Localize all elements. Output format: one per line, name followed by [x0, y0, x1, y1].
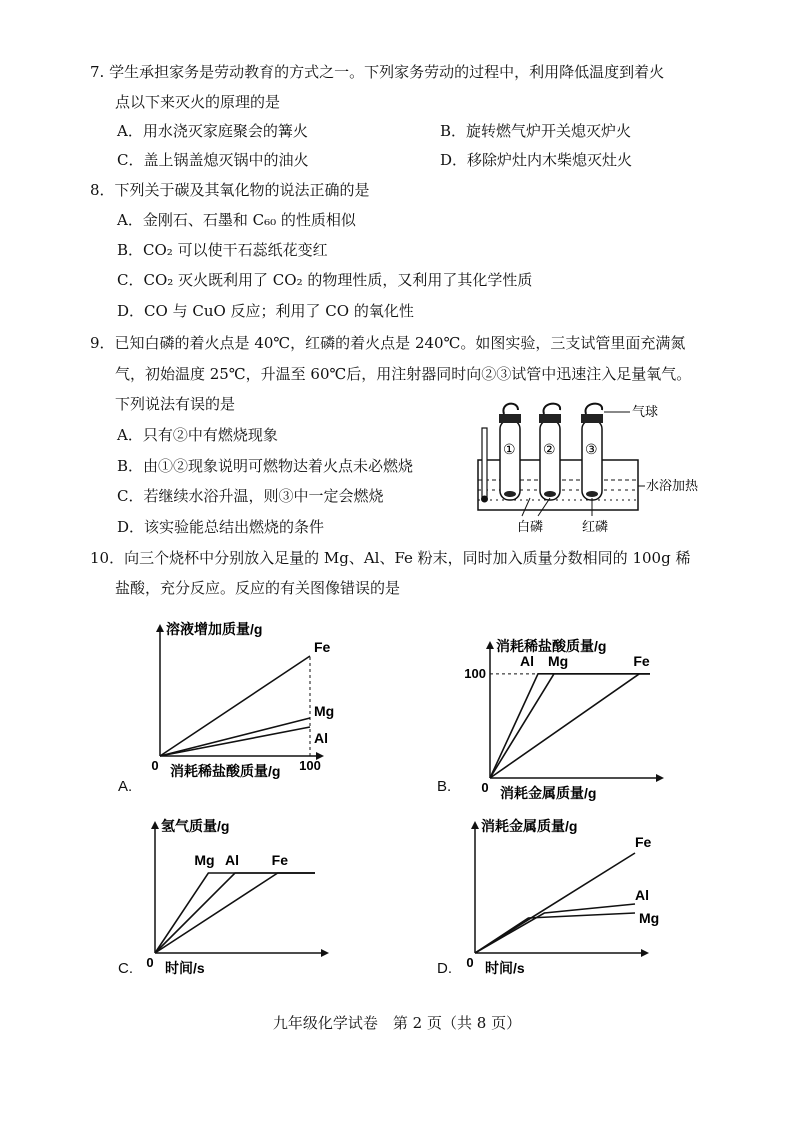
origin-label: 0 [151, 758, 159, 773]
balloon-label: 气球 [632, 404, 659, 419]
q8-option-c: C．CO₂ 灭火既利用了 CO₂ 的物理性质，又利用了其化学性质 [117, 271, 533, 289]
x-tick-label: 100 [299, 758, 321, 773]
series-label-al: Al [314, 730, 328, 746]
q8-option-a: A．金刚石、石墨和 C₆₀ 的性质相似 [117, 211, 356, 229]
tube-label-3: ③ [585, 441, 598, 457]
white-phosphorus-sample-1 [504, 491, 516, 497]
series-line-mg [155, 873, 315, 953]
red-phosphorus-sample [586, 491, 598, 497]
x-axis-arrow [321, 949, 329, 957]
y-axis-arrow [156, 624, 164, 632]
q8-option-b: B．CO₂ 可以使干石蕊纸花变红 [117, 241, 328, 259]
q9-option-d: D．该实验能总结出燃烧的条件 [117, 518, 325, 536]
x-axis-arrow [656, 774, 664, 782]
series-line-al [490, 674, 650, 778]
series-label-al: Al [225, 852, 239, 868]
page-footer: 九年级化学试卷 第 2 页（共 8 页） [272, 1014, 522, 1032]
series-label-fe: Fe [314, 639, 331, 655]
x-axis-label: 时间/s [165, 960, 205, 975]
q10-option-b-letter: B. [437, 778, 452, 795]
q7-stem-line2: 点以下来灭火的原理的是 [115, 93, 281, 111]
series-line-al [155, 873, 315, 953]
tube-label-2: ② [543, 441, 556, 457]
y-axis-label: 消耗稀盐酸质量/g [496, 638, 607, 654]
x-axis-label: 消耗稀盐酸质量/g [170, 763, 281, 779]
q9-option-b: B．由①②现象说明可燃物达着火点未必燃烧 [117, 457, 414, 475]
series-line-al [475, 904, 635, 953]
series-label-al: Al [520, 652, 534, 669]
q9-stem-line3: 下列说法有误的是 [115, 395, 236, 413]
q9-stem-line2: 气，初始温度 25℃，升温至 60℃后，用注射器同时向②③试管中迅速注入足量氧气。 [115, 365, 692, 383]
chart-c [140, 805, 340, 975]
series-label-mg: Mg [548, 652, 569, 669]
x-axis-arrow [641, 949, 649, 957]
origin-label: 0 [481, 780, 489, 795]
red-phosphorus-label: 红磷 [582, 519, 609, 534]
y-axis-arrow [486, 641, 494, 649]
q7-option-d: D．移除炉灶内木柴熄灭灶火 [440, 151, 633, 169]
series-line-mg [475, 913, 635, 953]
q10-option-d-letter: D. [437, 960, 452, 977]
q10-stem-line1: 10．向三个烧杯中分别放入足量的 Mg、Al、Fe 粉末，同时加入质量分数相同的 100g 稀 [90, 549, 691, 567]
y-axis-label: 氢气质量/g [161, 818, 230, 834]
series-label-fe: Fe [271, 852, 289, 868]
thermometer-icon [481, 428, 488, 503]
series-line-fe [155, 873, 315, 953]
chart-b [455, 618, 665, 808]
series-label-mg: Mg [314, 703, 335, 719]
white-phosphorus-sample-2 [544, 491, 556, 497]
series-line-mg [160, 718, 310, 756]
q8-option-d: D．CO 与 CuO 反应；利用了 CO 的氧化性 [117, 302, 414, 320]
q8-stem: 8．下列关于碳及其氧化物的说法正确的是 [90, 181, 370, 199]
series-label-fe: Fe [635, 834, 652, 850]
y-axis-label: 溶液增加质量/g [166, 621, 263, 637]
q7-option-c: C．盖上锅盖熄灭锅中的油火 [117, 151, 309, 169]
q7-stem-line1: 7. 学生承担家务是劳动教育的方式之一。下列家务劳动的过程中，利用降低温度到着火 [90, 63, 665, 81]
white-phosphorus-label: 白磷 [517, 519, 544, 534]
chart-d [455, 805, 665, 975]
tube-label-1: ① [503, 441, 516, 457]
water-bath-label: 水浴加热 [646, 478, 699, 493]
x-axis-label: 时间/s [485, 960, 525, 975]
q7-option-a: A．用水浇灭家庭聚会的篝火 [117, 122, 308, 140]
chart-a [140, 608, 340, 798]
origin-label: 0 [466, 955, 474, 970]
origin-label: 0 [146, 955, 154, 970]
q9-apparatus-figure [470, 398, 720, 548]
q10-option-c-letter: C. [118, 960, 133, 977]
y-axis-arrow [471, 821, 479, 829]
series-label-mg: Mg [639, 910, 660, 926]
q9-stem-line1: 9．已知白磷的着火点是 40℃，红磷的着火点是 240℃。如图实验，三支试管里面充满氮 [90, 334, 686, 352]
series-label-mg: Mg [194, 852, 215, 868]
q7-option-b: B．旋转燃气炉开关熄灭炉火 [440, 122, 632, 140]
y-tick-label: 100 [464, 665, 486, 681]
x-axis-label: 消耗金属质量/g [500, 785, 597, 801]
series-label-al: Al [635, 887, 649, 903]
q9-option-a: A．只有②中有燃烧现象 [117, 426, 278, 444]
q10-option-a-letter: A. [118, 778, 133, 795]
q9-option-c: C．若继续水浴升温，则③中一定会燃烧 [117, 487, 384, 505]
y-axis-arrow [151, 821, 159, 829]
y-axis-label: 消耗金属质量/g [481, 818, 578, 834]
series-label-fe: Fe [633, 652, 650, 669]
q10-stem-line2: 盐酸，充分反应。反应的有关图像错误的是 [115, 579, 401, 597]
